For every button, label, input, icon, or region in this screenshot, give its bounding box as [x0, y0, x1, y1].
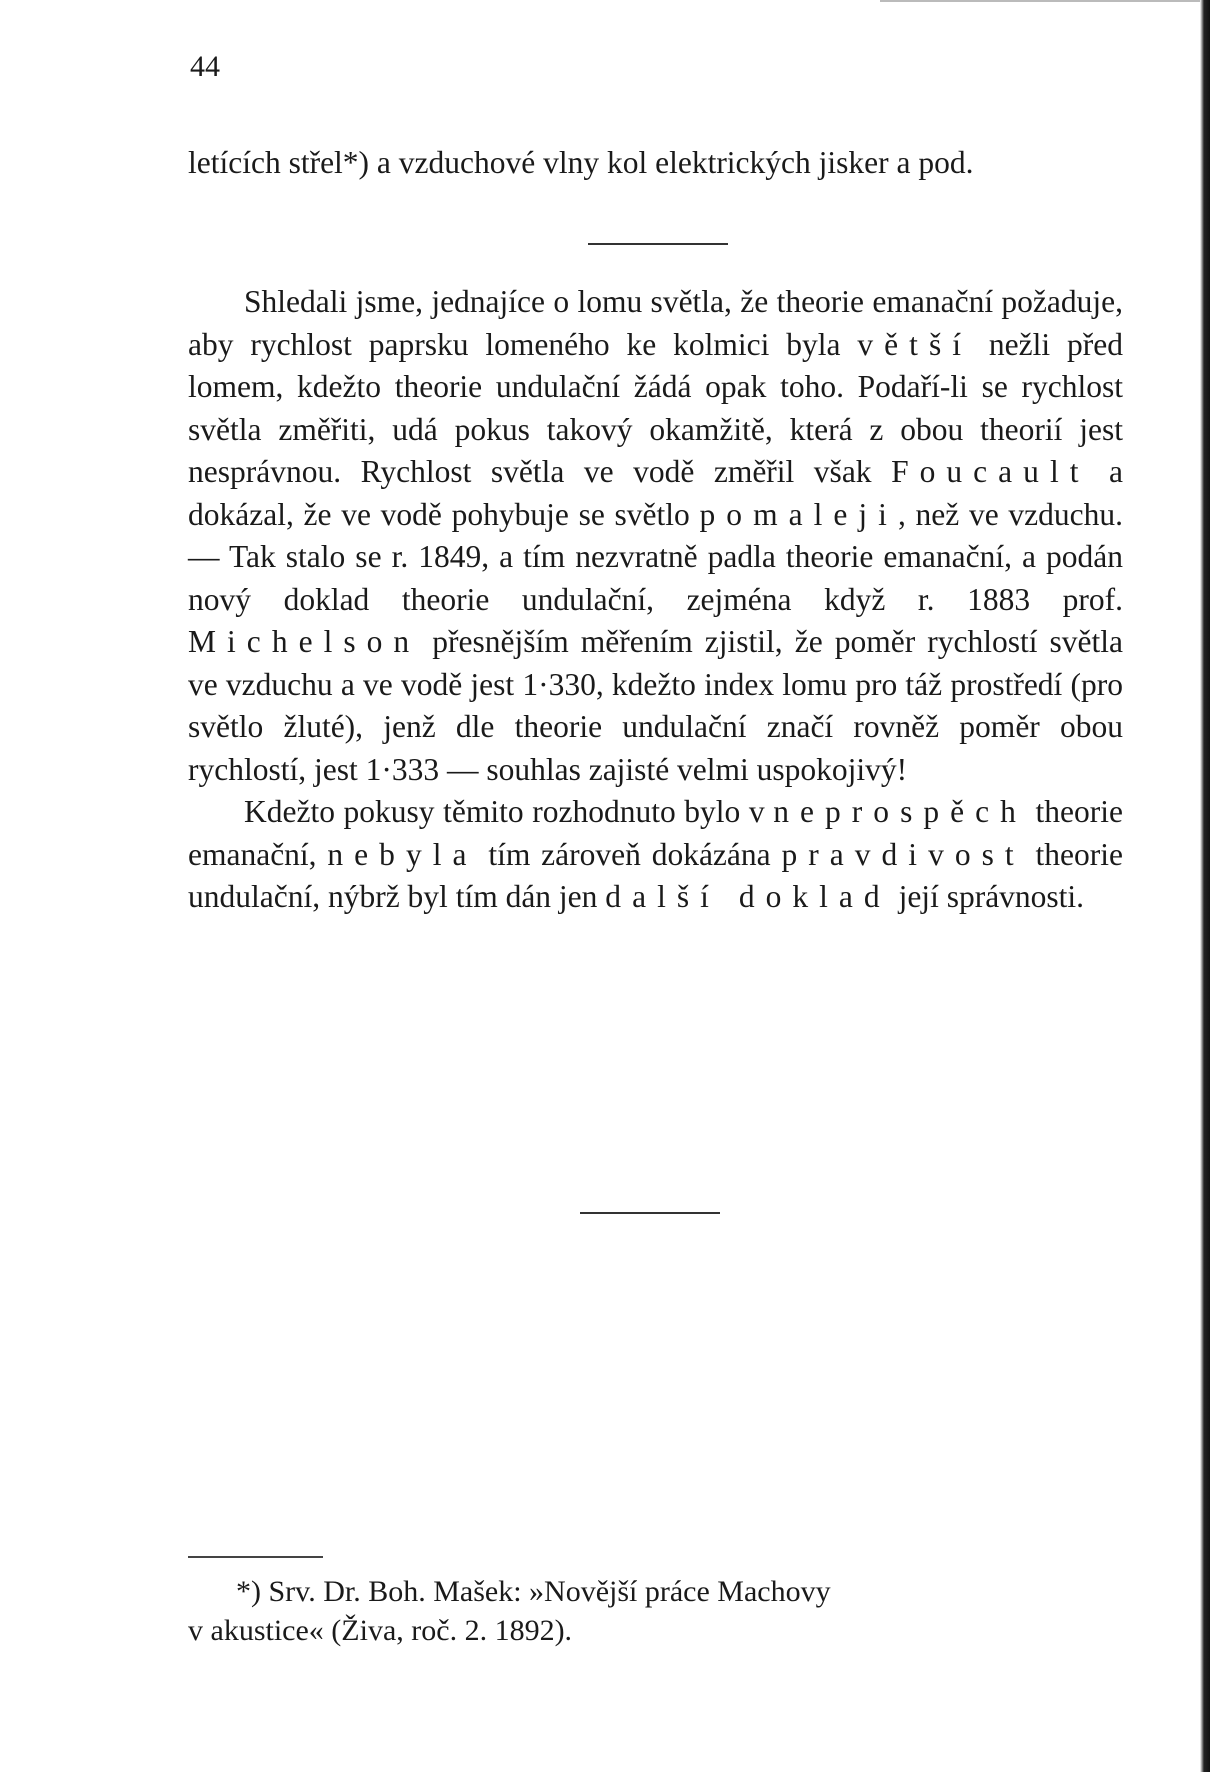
page-number: 44: [190, 50, 220, 83]
paragraph-light-speed: [188, 281, 1123, 791]
footnote: [188, 1572, 1123, 1650]
section-separator: [588, 243, 728, 245]
opening-paragraph: letících střel*) a vzduchové vlny kol elektrických jisker a pod.: [188, 145, 974, 180]
paragraph-conclusion: [188, 791, 1123, 919]
text-run: , než ve vzduchu. — Tak stalo se r. 1849, a tím nezvratně padla theorie emanační, a podán nový doklad theorie undulační, zejména když r. 1883 prof.: [188, 496, 1124, 617]
page-binding-edge: [1200, 0, 1210, 1772]
spaced-emphasis: pomaleji: [699, 496, 898, 532]
opening-text: [188, 142, 1123, 185]
text-run: její správnosti.: [890, 879, 1085, 914]
top-edge-rule: [880, 0, 1210, 2]
spaced-emphasis: neprospěch: [773, 794, 1027, 829]
text-run: Kdežto pokusy těmito rozhodnuto bylo v: [244, 794, 774, 829]
spaced-emphasis: další doklad: [605, 879, 891, 914]
spaced-emphasis: větší: [857, 326, 973, 362]
text-run: theorie undulační, nýbrž byl tím dán jen: [188, 836, 1123, 914]
spaced-emphasis: Michelson: [188, 624, 421, 659]
text-run: nežli před lomem, kdežto theorie undulační žádá opak toho. Podaří-li se rychlost světla změřiti, udá pokus takový okamžitě, která z obou theorií jest nesprávnou. Rychlost světla ve vodě změřil však: [188, 326, 1123, 489]
footnote-line: *) Srv. Dr. Boh. Mašek: »Novější práce Machovy: [236, 1575, 831, 1608]
footnote-line: v akustice« (Živa, roč. 2. 1892).: [188, 1614, 573, 1647]
text-run: a dokázal, že ve vodě pohybuje se světlo: [188, 454, 1123, 532]
spaced-emphasis: Foucault: [891, 454, 1090, 489]
spaced-emphasis: nebyla: [327, 836, 478, 872]
section-separator: [580, 1212, 720, 1214]
main-text: [188, 281, 1123, 919]
text-run: theorie emanační,: [188, 794, 1123, 872]
text-run: tím zároveň dokázána: [477, 836, 782, 872]
text-run: Shledali jsme, jednajíce o lomu světla, že theorie emanační požaduje, aby rychlost paprsku lomeného ke kolmici byla: [188, 284, 1123, 362]
text-run: přesnějším měřením zjistil, že poměr rychlostí světla ve vzduchu a ve vodě jest 1·330, kdežto index lomu pro táž prostředí (pro světlo žluté), jenž dle theorie undulační značí rovněž poměr obou rychlostí, jest 1·333 — souhlas zajisté velmi uspokojivý!: [188, 624, 1123, 787]
footnote-rule: [188, 1556, 323, 1558]
spaced-emphasis: pravdivost: [781, 836, 1025, 872]
